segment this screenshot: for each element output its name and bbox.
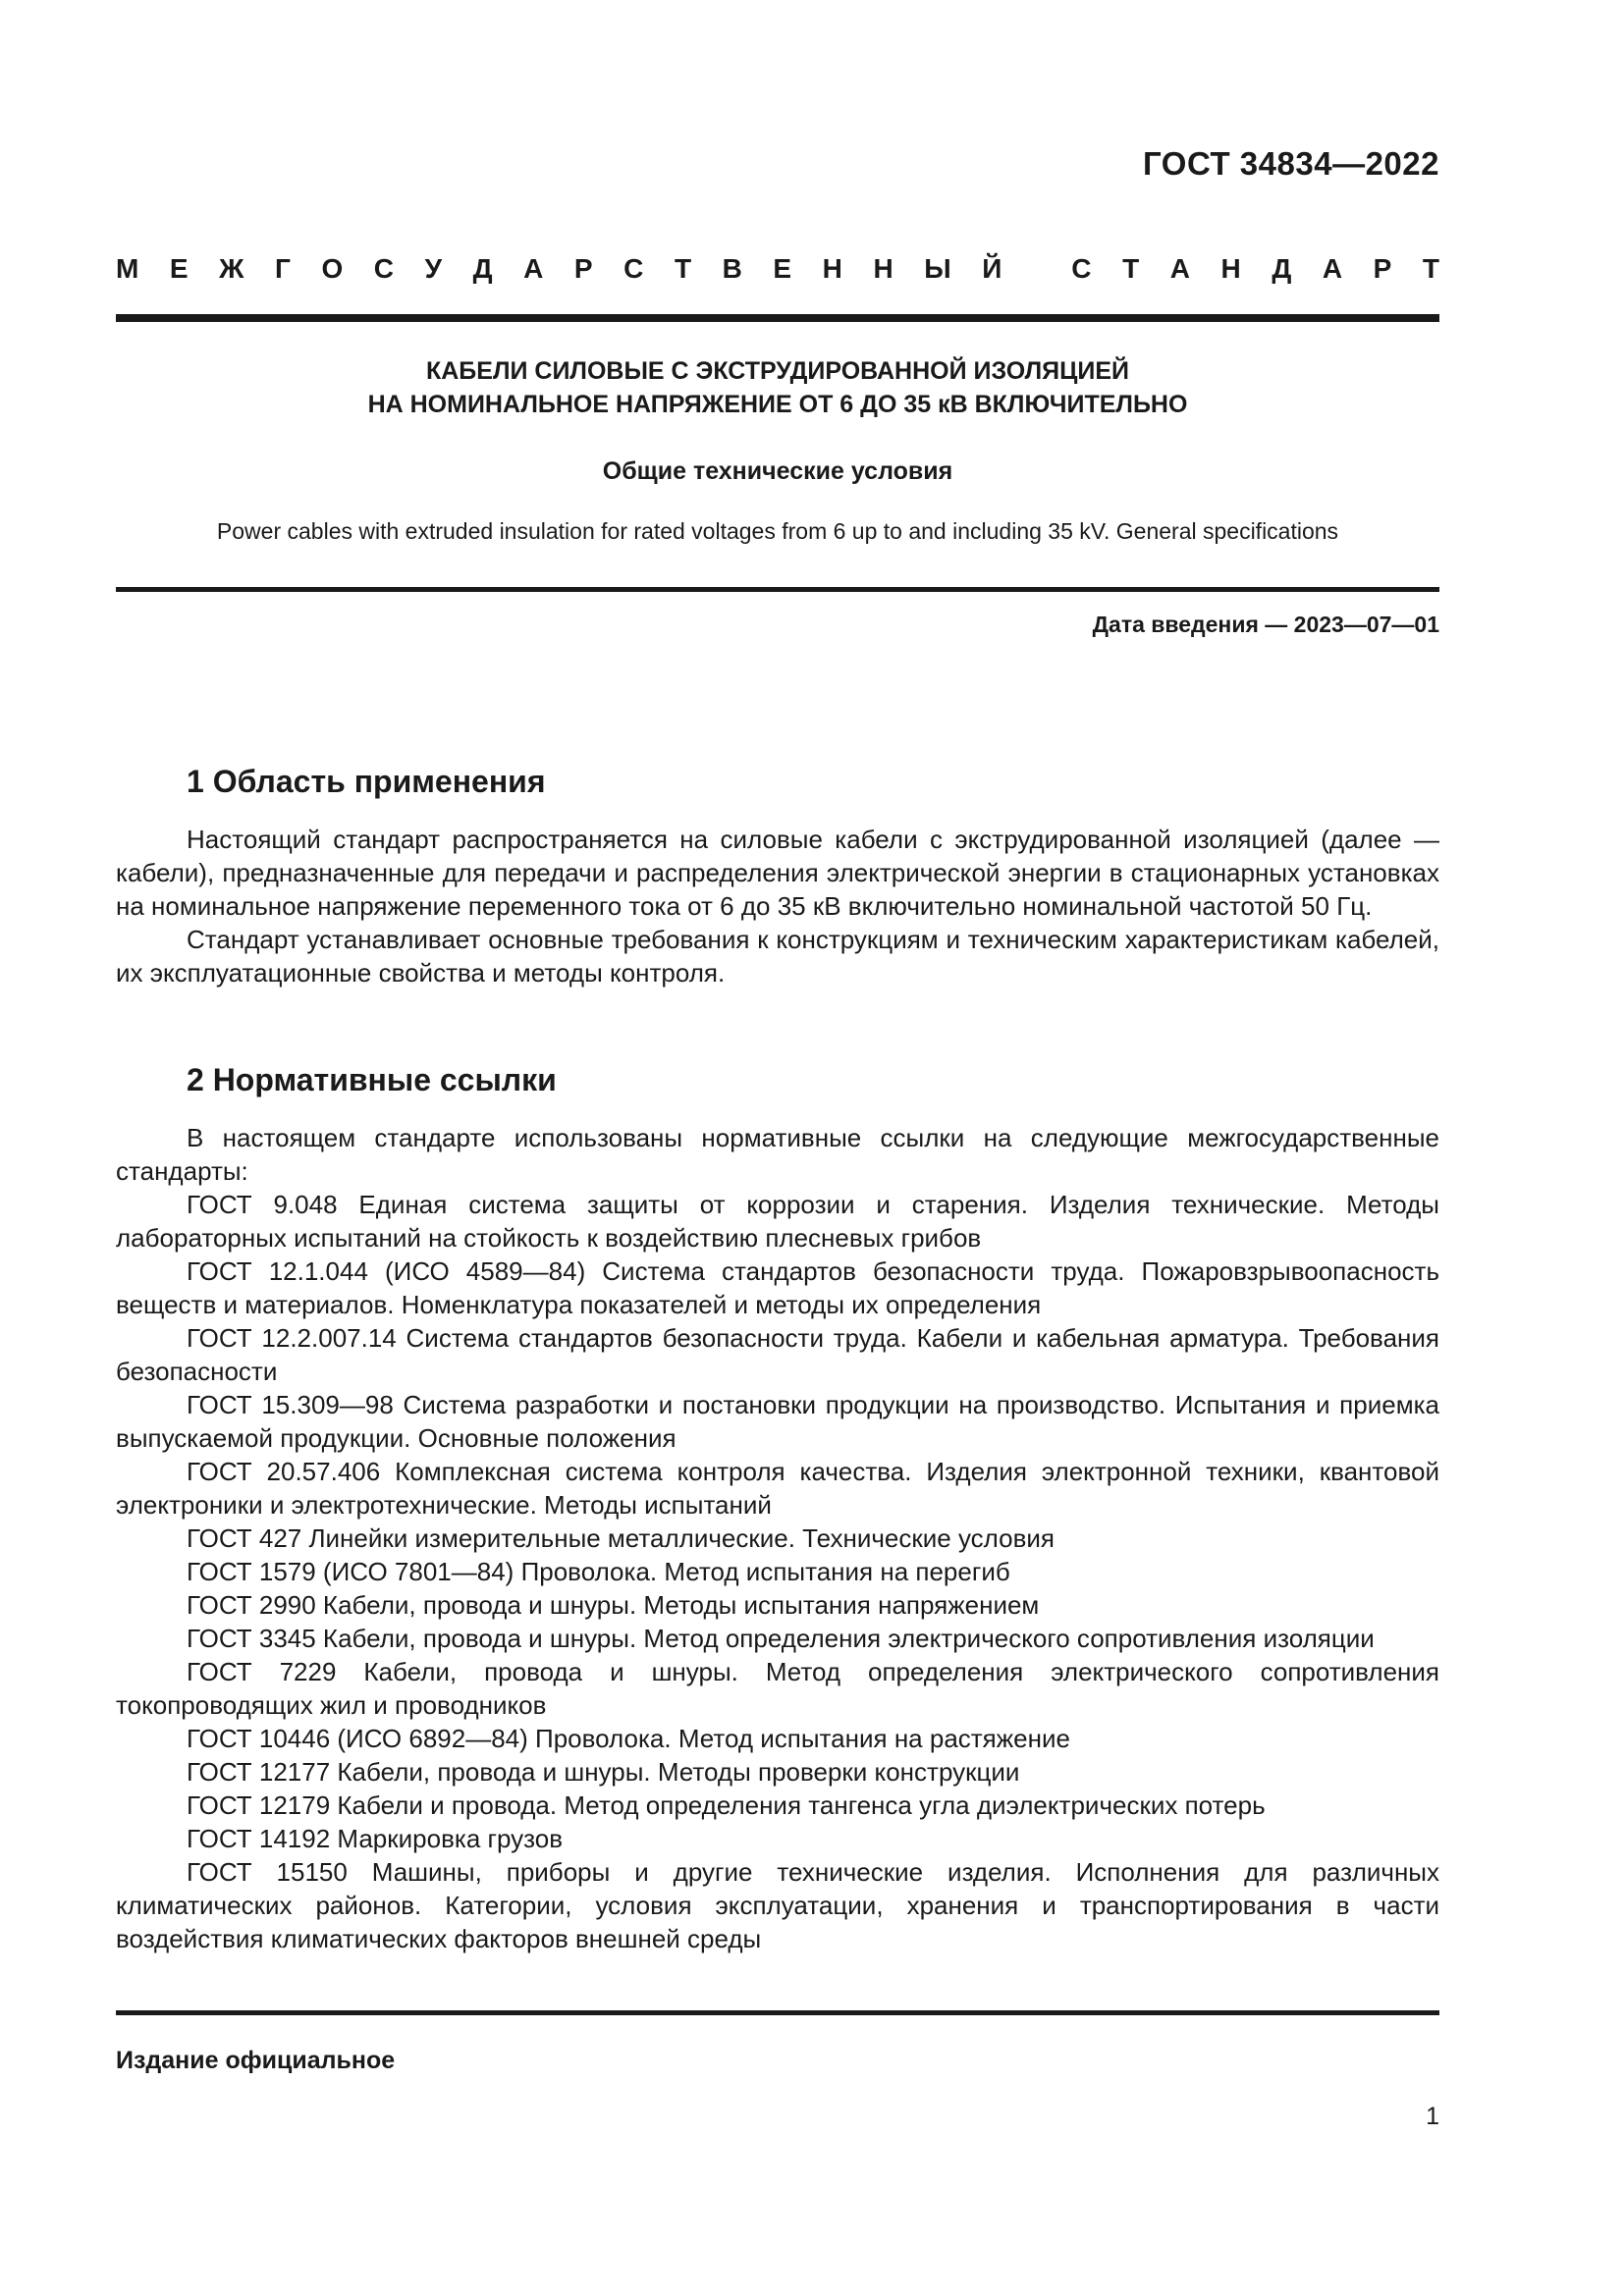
- standard-type-letter: Н: [1220, 253, 1241, 284]
- reference-item: ГОСТ 15.309—98 Система разработки и постановки продукции на производство. Испытания и приемка выпускаемой продукции. Основные положения: [116, 1390, 1439, 1453]
- subtitle: Общие технические условия: [602, 457, 953, 485]
- standard-type-letter: Р: [573, 253, 593, 284]
- section-1-body: [116, 823, 1439, 989]
- standard-type-letter: С: [373, 253, 395, 284]
- standard-type-letter: Т: [674, 253, 692, 284]
- standard-number: ГОСТ 34834—2022: [1143, 145, 1439, 182]
- official-edition-label: Издание официальное: [116, 2047, 396, 2074]
- reference-item: ГОСТ 2990 Кабели, провода и шнуры. Методы испытания напряжением: [187, 1590, 1040, 1620]
- reference-item: ГОСТ 14192 Маркировка грузов: [187, 1824, 564, 1853]
- section-2-intro: В настоящем стандарте использованы нормативные ссылки на следующие межгосударственные стандарты:: [116, 1123, 1439, 1186]
- reference-item: ГОСТ 7229 Кабели, провода и шнуры. Метод определения электрического сопротивления токопроводящих жил и проводников: [116, 1657, 1439, 1720]
- section-2-body: [116, 1121, 1439, 1955]
- reference-item: ГОСТ 1579 (ИСО 7801—84) Проволока. Метод испытания на перегиб: [187, 1557, 1010, 1586]
- standard-type-letter: Н: [822, 253, 842, 284]
- standard-type-letter: С: [1071, 253, 1092, 284]
- title-line-2: НА НОМИНАЛЬНОЕ НАПРЯЖЕНИЕ ОТ 6 ДО 35 кВ ВКЛЮЧИТЕЛЬНО: [367, 391, 1188, 418]
- standard-type-heading: [116, 253, 1439, 285]
- reference-item: ГОСТ 12179 Кабели и провода. Метод определения тангенса угла диэлектрических потерь: [187, 1790, 1266, 1820]
- section-1-heading: 1 Область применения: [187, 764, 546, 799]
- standard-type-letter: Н: [873, 253, 893, 284]
- standard-type-letter: Г: [275, 253, 291, 284]
- page-number: 1: [1426, 2103, 1439, 2130]
- standard-type-letter: В: [722, 253, 742, 284]
- standard-type-letter: А: [1169, 253, 1190, 284]
- standard-type-letter: У: [424, 253, 443, 284]
- standard-type-letter: А: [523, 253, 544, 284]
- reference-item: ГОСТ 10446 (ИСО 6892—84) Проволока. Метод испытания на растяжение: [187, 1724, 1070, 1753]
- standard-type-letter: Р: [1373, 253, 1392, 284]
- reference-item: ГОСТ 12.1.044 (ИСО 4589—84) Система стандартов безопасности труда. Пожаровзрывоопасность веществ и материалов. Номенклатура показателей и методы их определения: [116, 1256, 1439, 1319]
- reference-item: ГОСТ 12.2.007.14 Система стандартов безопасности труда. Кабели и кабельная арматура. Требования безопасности: [116, 1323, 1439, 1386]
- standard-type-letter: Е: [773, 253, 792, 284]
- section-1-paragraph-1: Настоящий стандарт распространяется на силовые кабели с экструдированной изоляцией (далее — кабели), предназначенные для передачи и распределения электрической энергии в стационарных установках на номинальное напряжение переменного тока от 6 до 35 кВ включительно номинальной частотой 50 Гц.: [116, 825, 1439, 921]
- reference-item: ГОСТ 20.57.406 Комплексная система контроля качества. Изделия электронной техники, квантовой электроники и электротехнические. Методы испытаний: [116, 1457, 1439, 1520]
- standard-type-letter: М: [116, 253, 139, 284]
- reference-item: ГОСТ 15150 Машины, приборы и другие технические изделия. Исполнения для различных климатических районов. Категории, условия эксплуатации, хранения и транспортирования в части воздействия климатических факторов внешней среды: [116, 1857, 1439, 1953]
- standard-type-letter: Т: [1122, 253, 1140, 284]
- standard-type-letter: Е: [169, 253, 189, 284]
- standard-type-letter: Ж: [219, 253, 244, 284]
- reference-item: ГОСТ 3345 Кабели, провода и шнуры. Метод определения электрического сопротивления изоляции: [187, 1624, 1375, 1653]
- standard-type-letter: Й: [982, 253, 1002, 284]
- reference-item: ГОСТ 9.048 Единая система защиты от коррозии и старения. Изделия технические. Методы лабораторных испытаний на стойкость к воздействию плесневых грибов: [116, 1190, 1439, 1253]
- section-1-paragraph-2: Стандарт устанавливает основные требования к конструкциям и техническим характеристикам кабелей, их эксплуатационные свойства и методы контроля.: [116, 925, 1439, 988]
- footer-rule: [116, 2010, 1439, 2015]
- standard-type-letter: [1033, 253, 1041, 285]
- standard-type-letter: Ы: [924, 253, 951, 284]
- title-rule: [116, 587, 1439, 592]
- standard-type-letter: С: [623, 253, 644, 284]
- title-line-1: КАБЕЛИ СИЛОВЫЕ С ЭКСТРУДИРОВАННОЙ ИЗОЛЯЦИЕЙ: [425, 357, 1130, 385]
- reference-item: ГОСТ 427 Линейки измерительные металлические. Технические условия: [187, 1523, 1055, 1553]
- header-rule: [116, 314, 1439, 322]
- standard-type-letter: А: [1322, 253, 1343, 284]
- standard-type-letter: Т: [1422, 253, 1439, 284]
- section-2-heading: 2 Нормативные ссылки: [187, 1062, 557, 1097]
- intro-date: Дата введения — 2023—07—01: [1092, 612, 1439, 637]
- standard-type-letter: Д: [1272, 253, 1292, 284]
- english-title: Power cables with extruded insulation for rated voltages from 6 up to and including 35 kV. General specifications: [216, 518, 1339, 544]
- reference-item: ГОСТ 12177 Кабели, провода и шнуры. Методы проверки конструкции: [187, 1757, 1020, 1787]
- standard-type-letter: О: [321, 253, 344, 284]
- standard-type-letter: Д: [472, 253, 493, 284]
